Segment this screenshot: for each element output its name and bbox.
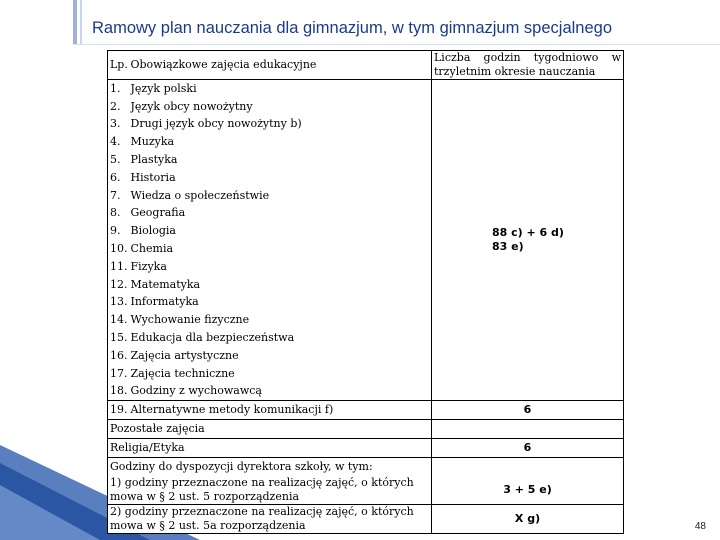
director-item-2: 2) godziny przeznaczone na realizację zajęć, o których mowa w § 2 ust. 5a rozporządzenia	[108, 504, 432, 533]
subject-name: Chemia	[130, 240, 432, 258]
subject-name: Język polski	[130, 80, 432, 98]
row-number: 12.	[108, 276, 130, 294]
table-row	[108, 80, 624, 98]
table-row	[108, 420, 624, 439]
director-item-1-hours: 3 + 5 e)	[432, 476, 624, 505]
director-item-2-hours: X g)	[432, 504, 624, 533]
director-hours-empty	[432, 457, 624, 475]
other-activities-empty	[432, 420, 624, 439]
row-number: 2.	[108, 98, 130, 116]
row-number: 18.	[108, 383, 130, 401]
religion-hours: 6	[432, 438, 624, 457]
subject-name: Wiedza o społeczeństwie	[130, 187, 432, 205]
subject-name: Zajęcia techniczne	[130, 365, 432, 383]
subjects-hours-line1: 88 c) + 6 d)	[492, 226, 564, 240]
row-number: 17.	[108, 365, 130, 383]
decor-bar	[73, 0, 77, 44]
table-row	[108, 504, 624, 533]
other-activities-label: Pozostałe zajęcia	[108, 420, 432, 439]
subjects-hours-cell	[432, 80, 624, 401]
table-row	[108, 476, 624, 505]
table-row	[108, 438, 624, 457]
row-number: 8.	[108, 205, 130, 223]
row-number: 19.	[108, 401, 130, 420]
subject-name: Historia	[130, 169, 432, 187]
subject-name: Edukacja dla bezpieczeństwa	[130, 329, 432, 347]
subject-name: Fizyka	[130, 258, 432, 276]
header-subject: Obowiązkowe zajęcia edukacyjne	[130, 51, 432, 80]
subject-name: Plastyka	[130, 151, 432, 169]
row-number: 4.	[108, 133, 130, 151]
row-number: 16.	[108, 347, 130, 365]
table-header-row	[108, 51, 624, 80]
row-number: 10.	[108, 240, 130, 258]
row-number: 3.	[108, 116, 130, 134]
row-number: 11.	[108, 258, 130, 276]
subject-name: Alternatywne metody komunikacji f)	[130, 401, 432, 420]
curriculum-table	[107, 50, 624, 534]
director-hours-label: Godziny do dyspozycji dyrektora szkoły, w tym:	[108, 457, 432, 475]
header-hours: Liczba godzin tygodniowo w trzyletnim okresie nauczania	[432, 51, 624, 80]
subject-name: Drugi język obcy nowożytny b)	[130, 116, 432, 134]
row-number: 9.	[108, 222, 130, 240]
table-row	[108, 401, 624, 420]
header-lp: Lp.	[108, 51, 130, 80]
subject-name: Zajęcia artystyczne	[130, 347, 432, 365]
subjects-hours-line2: 83 e)	[492, 240, 524, 254]
subject-name: Informatyka	[130, 294, 432, 312]
slide-title: Ramowy plan nauczania dla gimnazjum, w tym gimnazjum specjalnego	[92, 19, 612, 37]
subject-name: Muzyka	[130, 133, 432, 151]
subject-name: Matematyka	[130, 276, 432, 294]
title-divider	[73, 44, 720, 45]
subject-name: Język obcy nowożytny	[130, 98, 432, 116]
subject-name: Godziny z wychowawcą	[130, 383, 432, 401]
row-number: 1.	[108, 80, 130, 98]
row-number: 14.	[108, 311, 130, 329]
subject-name: Wychowanie fizyczne	[130, 311, 432, 329]
subject-name: Biologia	[130, 222, 432, 240]
row-number: 15.	[108, 329, 130, 347]
row19-hours: 6	[432, 401, 624, 420]
row-number: 6.	[108, 169, 130, 187]
decor-bar-thin	[80, 0, 82, 44]
row-number: 7.	[108, 187, 130, 205]
director-item-1: 1) godziny przeznaczone na realizację zajęć, o których mowa w § 2 ust. 5 rozporządzenia	[108, 476, 432, 505]
subject-name: Geografia	[130, 205, 432, 223]
page-number: 48	[694, 521, 706, 532]
religion-label: Religia/Etyka	[108, 438, 432, 457]
row-number: 5.	[108, 151, 130, 169]
table-row	[108, 457, 624, 475]
row-number: 13.	[108, 294, 130, 312]
